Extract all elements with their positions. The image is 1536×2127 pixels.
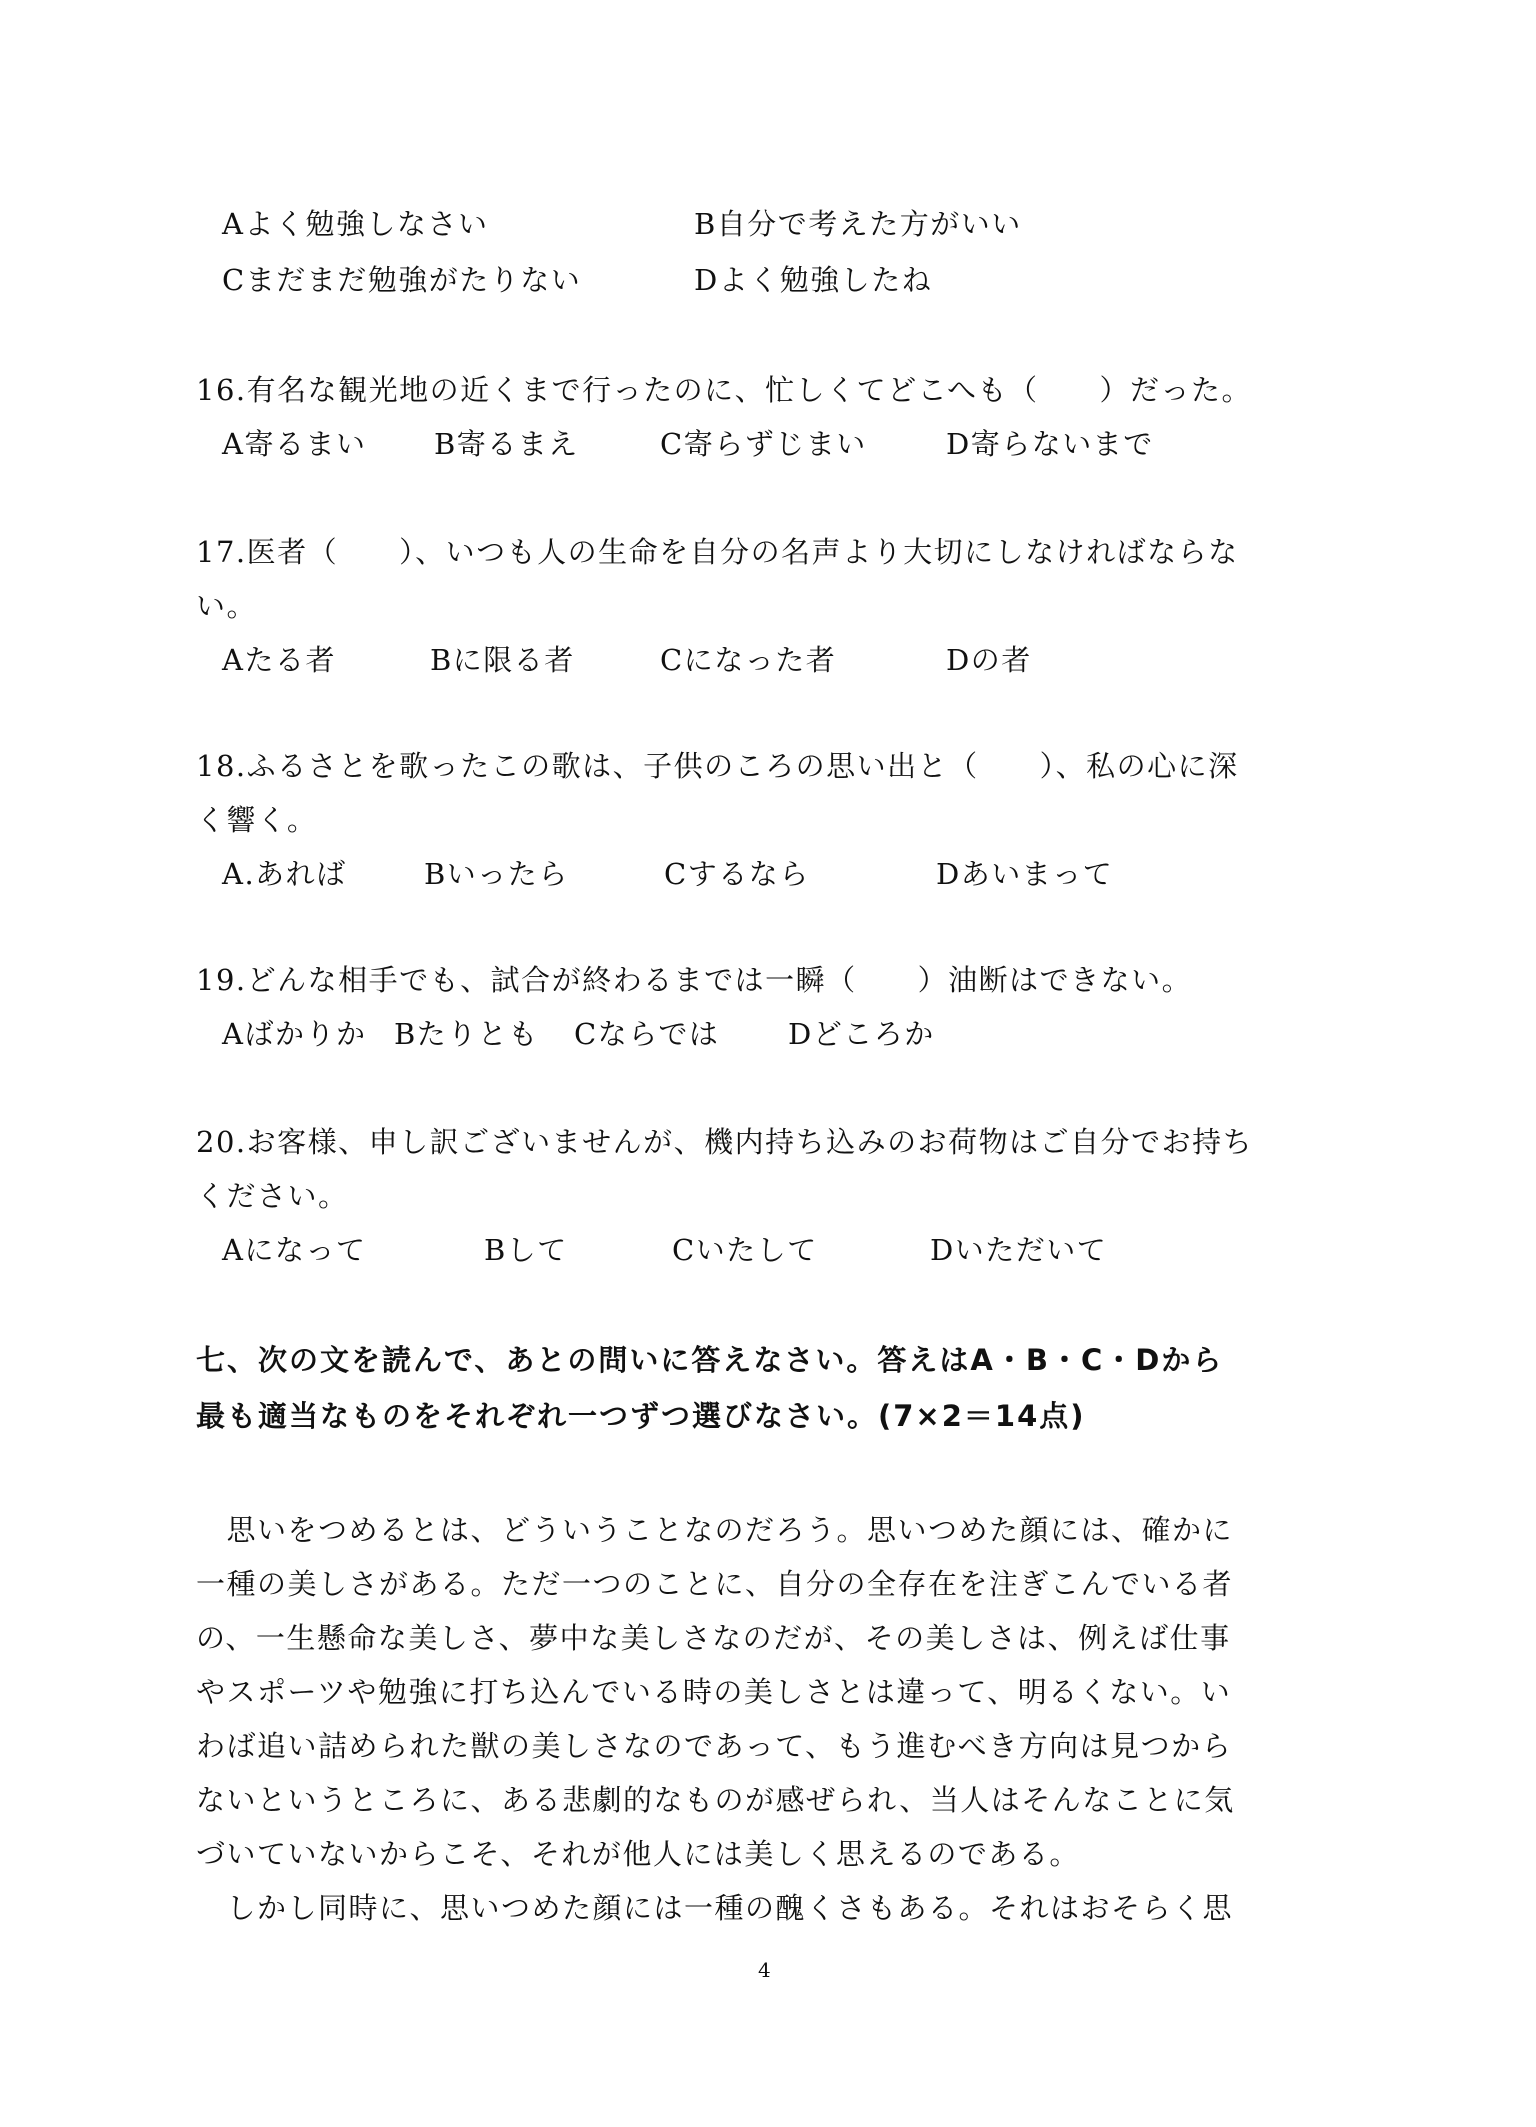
q20-option-a: Aになって: [222, 1233, 367, 1267]
q19-option-b: Bたりとも: [394, 1017, 539, 1051]
passage-line-8: しかし同時に、思いつめた顔には一種の醜くさもある。それはおそらく思: [196, 1891, 1234, 1925]
question-20-text-line2: ください。: [196, 1179, 349, 1213]
passage-line-1: 思いをつめるとは、どういうことなのだろう。思いつめた顔には、確かに: [196, 1513, 1234, 1547]
q15-option-c: Cまだまだ勉強がたりない: [222, 263, 582, 297]
q16-option-c: C寄らずじまい: [660, 427, 867, 461]
section-7-heading-line1: 七、次の文を読んで、あとの問いに答えなさい。答えはA・B・C・Dから: [196, 1343, 1224, 1377]
q16-option-d: D寄らないまで: [946, 427, 1154, 461]
question-20-text-line1: 20.お客様、申し訳ございませんが、機内持ち込みのお荷物はご自分でお持ち: [196, 1125, 1254, 1159]
q19-option-a: Aばかりか: [222, 1017, 367, 1051]
q15-option-a: Aよく勉強しなさい: [222, 207, 489, 241]
q17-option-c: Cになった者: [660, 643, 837, 677]
passage-line-2: 一種の美しさがある。ただ一つのことに、自分の全存在を注ぎこんでいる者: [196, 1567, 1234, 1601]
section-7-heading-line2: 最も適当なものをそれぞれ一つずつ選びなさい。(7×2＝14点): [196, 1399, 1086, 1433]
q15-option-d: Dよく勉強したね: [694, 263, 933, 297]
question-17-text-line2: い。: [196, 589, 258, 623]
question-16-text: 16.有名な観光地の近くまで行ったのに、忙しくてどこへも（ ）だった。: [196, 373, 1252, 407]
question-19-text: 19.どんな相手でも、試合が終わるまでは一瞬（ ）油断はできない。: [196, 963, 1193, 997]
question-18-text-line2: く響く。: [196, 803, 318, 837]
page-number: 4: [758, 1958, 771, 1982]
q18-option-b: Bいったら: [424, 857, 569, 891]
q20-option-c: Cいたして: [672, 1233, 818, 1267]
q20-option-d: Dいただいて: [930, 1233, 1108, 1267]
q17-option-b: Bに限る者: [430, 643, 575, 677]
passage-line-6: ないというところに、ある悲劇的なものが感ぜられ、当人はそんなことに気: [196, 1783, 1235, 1817]
passage-line-4: やスポーツや勉強に打ち込んでいる時の美しさとは違って、明るくない。い: [196, 1675, 1232, 1709]
q17-option-a: Aたる者: [222, 643, 336, 677]
q15-option-b: B自分で考えた方がいい: [694, 207, 1022, 241]
q20-option-b: Bして: [484, 1233, 568, 1267]
passage-line-3: の、一生懸命な美しさ、夢中な美しさなのだが、その美しさは、例えば仕事: [196, 1621, 1231, 1655]
q16-option-b: B寄るまえ: [434, 427, 579, 461]
passage-line-5: わば追い詰められた獣の美しさなのであって、もう進むべき方向は見つから: [196, 1729, 1233, 1763]
q18-option-c: Cするなら: [664, 857, 810, 891]
q18-option-a: A.あれば: [222, 857, 347, 891]
question-17-text-line1: 17.医者（ ）、いつも人の生命を自分の名声より大切にしなければならな: [196, 535, 1239, 569]
q18-option-d: Dあいまって: [936, 857, 1114, 891]
q19-option-d: Dどころか: [788, 1017, 935, 1051]
q19-option-c: Cならでは: [574, 1017, 720, 1051]
question-18-text-line1: 18.ふるさとを歌ったこの歌は、子供のころの思い出と（ ）、私の心に深: [196, 749, 1239, 783]
q16-option-a: A寄るまい: [222, 427, 367, 461]
q17-option-d: Dの者: [946, 643, 1032, 677]
passage-line-7: づいていないからこそ、それが他人には美しく思えるのである。: [196, 1837, 1080, 1871]
